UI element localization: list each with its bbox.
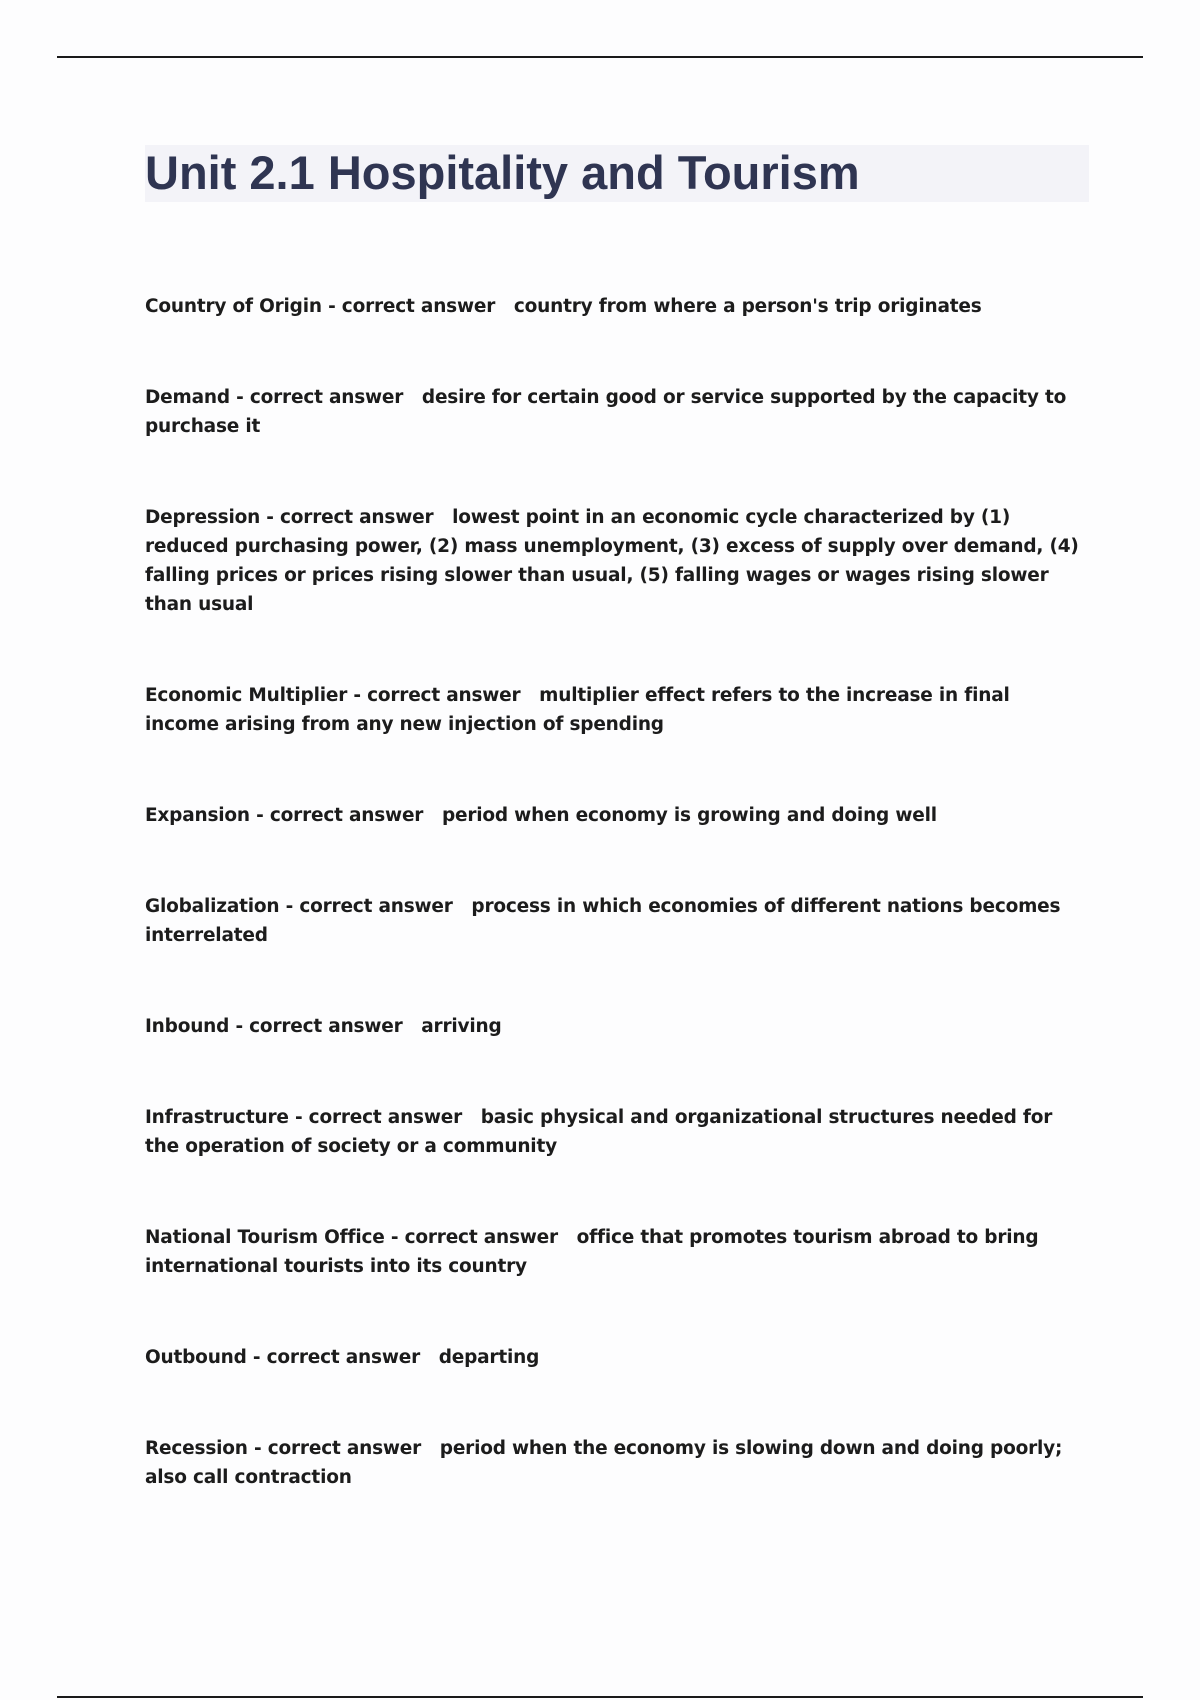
entry-separator: - correct answer xyxy=(288,1107,481,1128)
entry-separator: - correct answer xyxy=(229,1016,422,1037)
entry-term: Globalization xyxy=(145,896,280,917)
entry-term: Economic Multiplier xyxy=(145,685,348,706)
glossary-entry xyxy=(145,892,1085,950)
entry-definition: multiplier effect refers to the increase in final income arising from any new injection of spending xyxy=(145,685,1010,735)
entry-term: Expansion xyxy=(145,805,250,826)
glossary-entry xyxy=(145,383,1085,441)
entry-separator: - correct answer xyxy=(279,896,472,917)
glossary-entry xyxy=(145,1434,1085,1492)
entry-definition: office that promotes tourism abroad to bring international tourists into its country xyxy=(145,1227,1039,1277)
entry-separator: - correct answer xyxy=(246,1347,439,1368)
glossary-entry xyxy=(145,801,1085,830)
entry-definition: departing xyxy=(438,1347,540,1368)
glossary-entry xyxy=(145,1343,1085,1372)
entry-term: Country of Origin xyxy=(145,296,322,317)
entry-separator: - correct answer xyxy=(249,805,442,826)
glossary-entry xyxy=(145,1103,1085,1161)
entry-term: National Tourism Office xyxy=(145,1227,385,1248)
entry-definition: desire for certain good or service supported by the capacity to purchase it xyxy=(145,387,1067,437)
top-rule xyxy=(57,56,1143,58)
entry-definition: country from where a person's trip originates xyxy=(513,296,982,317)
entry-term: Inbound xyxy=(145,1016,230,1037)
glossary-entry xyxy=(145,1012,1085,1041)
glossary-entry xyxy=(145,1223,1085,1281)
bottom-rule xyxy=(57,1696,1143,1698)
entry-definition: period when the economy is slowing down and doing poorly; also call contraction xyxy=(145,1438,1063,1488)
glossary-list xyxy=(145,292,1085,1554)
entry-definition: period when economy is growing and doing well xyxy=(441,805,937,826)
entry-separator: - correct answer xyxy=(260,507,453,528)
entry-separator: - correct answer xyxy=(384,1227,577,1248)
entry-term: Depression xyxy=(145,507,261,528)
entry-definition: process in which economies of different nations becomes interrelated xyxy=(145,896,1061,946)
glossary-entry xyxy=(145,292,1085,321)
page-title: Unit 2.1 Hospitality and Tourism xyxy=(145,146,860,199)
entry-definition: arriving xyxy=(421,1016,502,1037)
entry-term: Recession xyxy=(145,1438,248,1459)
entry-term: Demand xyxy=(145,387,230,408)
glossary-entry xyxy=(145,503,1085,619)
entry-separator: - correct answer xyxy=(229,387,422,408)
entry-separator: - correct answer xyxy=(321,296,514,317)
entry-definition: lowest point in an economic cycle characterized by (1) reduced purchasing power, (2) mass unemployment, (3) excess of supply over demand, (4) falling prices or prices rising slower than usual, (5) falling wages or wages rising slower than usual xyxy=(145,507,1079,615)
entry-definition: basic physical and organizational structures needed for the operation of society or a community xyxy=(145,1107,1053,1157)
glossary-entry xyxy=(145,681,1085,739)
entry-term: Outbound xyxy=(145,1347,247,1368)
entry-term: Infrastructure xyxy=(145,1107,289,1128)
entry-separator: - correct answer xyxy=(347,685,540,706)
entry-separator: - correct answer xyxy=(247,1438,440,1459)
